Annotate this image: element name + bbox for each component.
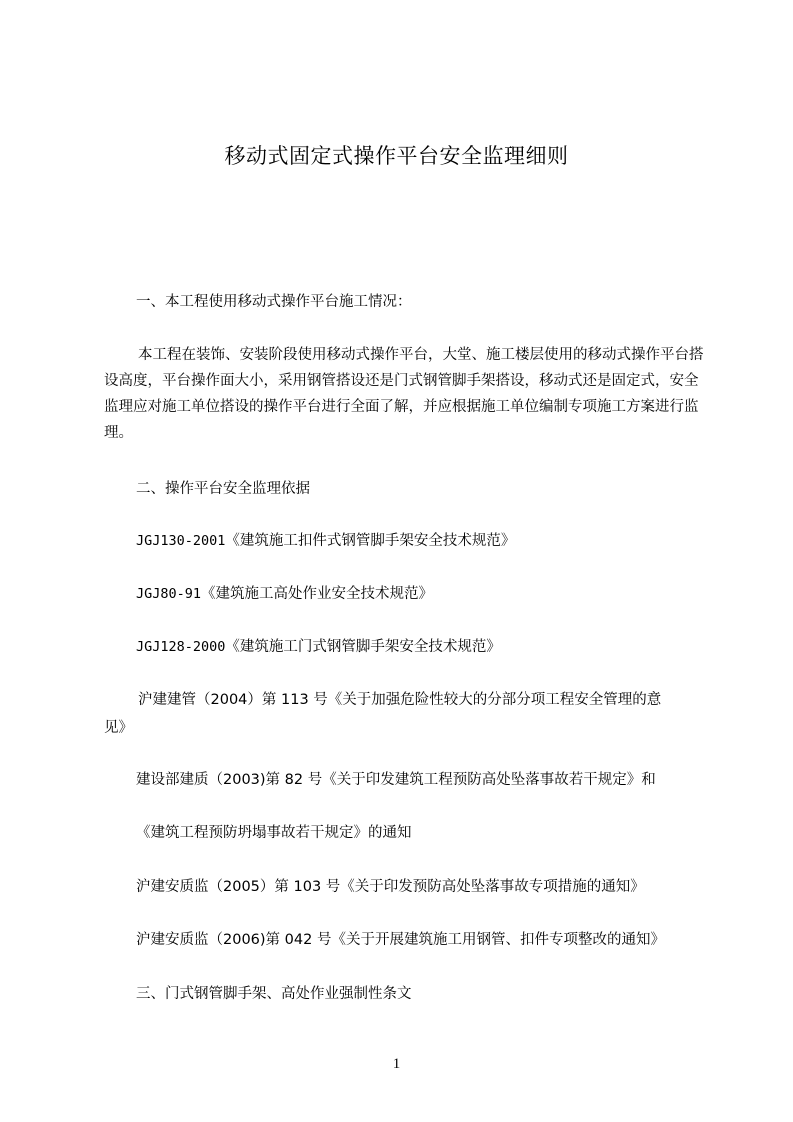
page-title: 移动式固定式操作平台安全监理细则 [224, 144, 569, 168]
reference-item-2 [136, 584, 433, 604]
section2-heading: 二、操作平台安全监理依据 [136, 481, 310, 497]
reference-item-1 [136, 531, 515, 551]
reference-item-5-line2: 《建筑工程预防坍塌事故若干规定》的通知 [136, 825, 412, 841]
reference-code: JGJ130-2001 [136, 533, 226, 549]
reference-title: 《建筑施工扣件式钢管脚手架安全技术规范》 [225, 533, 516, 549]
reference-item-4-line1: 沪建建管（2004）第 113 号《关于加强危险性较大的分部分项工程安全管理的意 [138, 692, 662, 708]
section3-heading: 三、门式钢管脚手架、高处作业强制性条文 [136, 986, 412, 1002]
reference-title: 《建筑施工高处作业安全技术规范》 [201, 586, 434, 602]
reference-code: JGJ128-2000 [136, 639, 226, 655]
reference-item-7: 沪建安质监（2006)第 042 号《关于开展建筑施工用钢管、扣件专项整改的通知》 [136, 932, 665, 948]
section1-heading: 一、本工程使用移动式操作平台施工情况： [136, 294, 412, 310]
reference-item-4-line2: 见》 [104, 720, 133, 736]
section1-paragraph: 本工程在装饰、安装阶段使用移动式操作平台，大堂、施工楼层使用的移动式操作平台搭设高度，平台操作面大小，采用钢管搭设还是门式钢管脚手架搭设，移动式还是固定式，安全监理应对施工单位搭设的操作平台进行全面了解，并应根据施工单位编制专项施工方案进行监理。 [104, 347, 704, 441]
reference-item-3 [136, 637, 501, 657]
reference-code: JGJ80-91 [136, 586, 202, 602]
reference-item-5-line1: 建设部建质（2003)第 82 号《关于印发建筑工程预防高处坠落事故若干规定》和 [136, 772, 656, 788]
page-number: 1 [392, 1056, 401, 1072]
reference-item-6: 沪建安质监（2005）第 103 号《关于印发预防高处坠落事故专项措施的通知》 [136, 879, 645, 895]
reference-title: 《建筑施工门式钢管脚手架安全技术规范》 [225, 639, 501, 655]
